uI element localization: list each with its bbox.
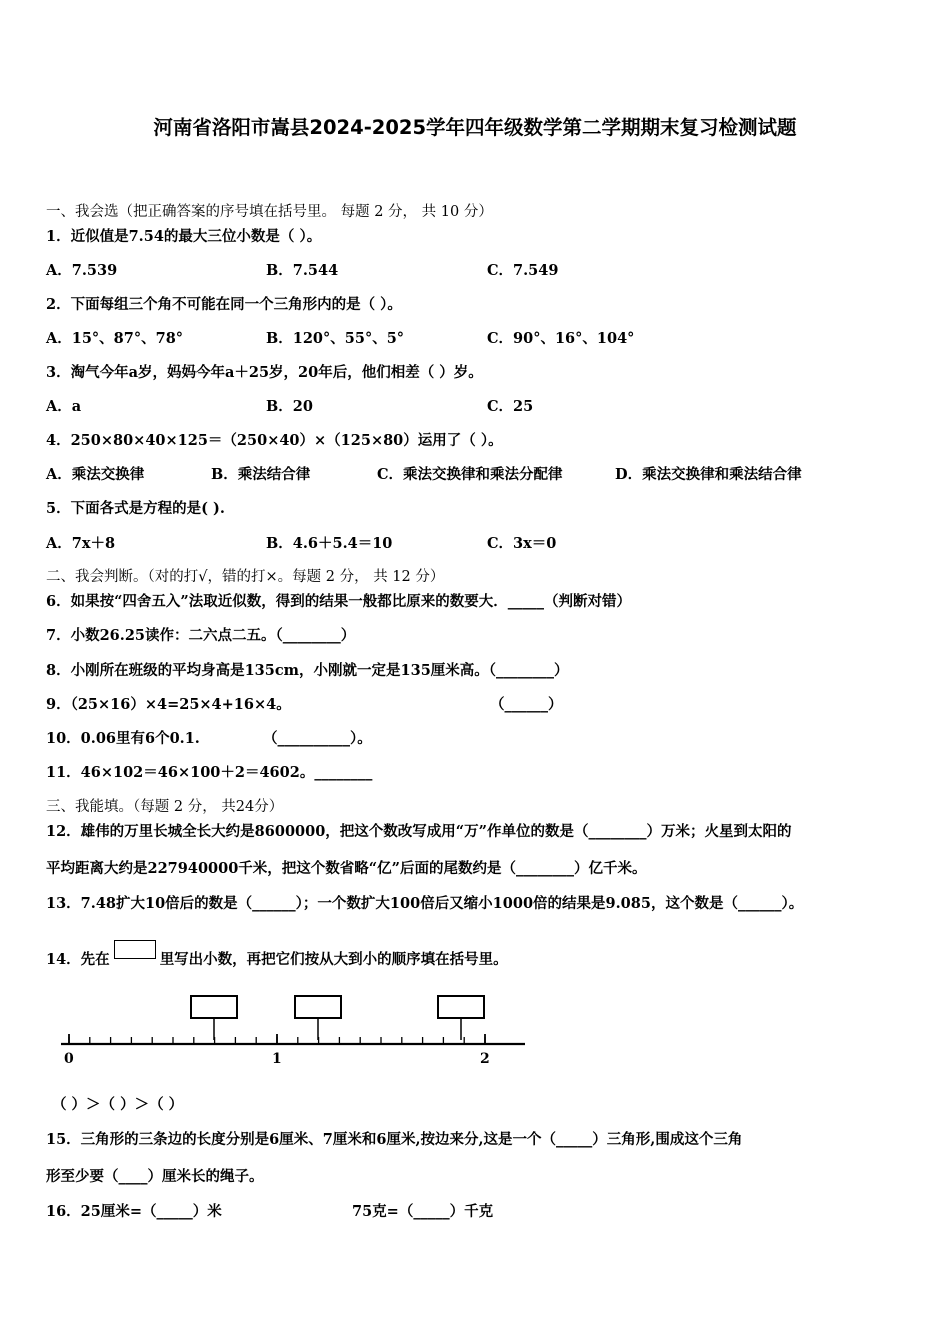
section-heading-2: 二、我会判断。（对的打√，错的打×。每题 2 分， 共 12 分） (46, 569, 445, 585)
question-4: 4．250×80×40×125＝（250×40）×（125×80）运用了（ ）。 (46, 432, 503, 449)
question-16-part-2: 75克=（_____）千克 (352, 1203, 494, 1220)
question-13: 13．7.48扩大10倍后的数是（______）；一个数扩大100倍后又缩小1000倍的结果是9.085，这个数是（______）。 (46, 895, 804, 912)
q5-option-c: C．3x＝0 (487, 535, 557, 552)
question-6: 6．如果按“四舍五入”法取近似数，得到的结果一般都比原来的数要大．_____（判断对错） (46, 593, 632, 610)
question-14-prefix: 14．先在 (46, 951, 110, 968)
page-title: 河南省洛阳市嵩县2024-2025学年四年级数学第二学期期末复习检测试题 (153, 116, 797, 139)
question-15-line-2: 形至少要（____）厘米长的绳子。 (46, 1168, 264, 1185)
number-line-label-2: 2 (480, 1051, 490, 1067)
question-9-answer-blank: （______） (490, 696, 563, 713)
q1-option-a: A．7.539 (46, 262, 118, 279)
answer-box-icon (114, 940, 156, 959)
q5-option-a: A．7x＋8 (46, 535, 116, 552)
q4-option-d: D．乘法交换律和乘法结合律 (615, 466, 802, 483)
number-line-arrows (214, 1018, 461, 1040)
number-line (55, 990, 535, 1070)
number-line-label-1: 1 (272, 1051, 282, 1067)
number-line-label-0: 0 (64, 1051, 74, 1067)
question-12-line-1: 12．雄伟的万里长城全长大约是8600000，把这个数改写成用“万”作单位的数是（________）万米；火星到太阳的 (46, 823, 792, 840)
question-12-line-2: 平均距离大约是227940000千米，把这个数省略“亿”后面的尾数约是（________）亿千米。 (46, 860, 647, 877)
question-16-part-1: 16．25厘米=（_____）米 (46, 1203, 222, 1220)
question-14-answer: （ ）＞（ ）＞（ ） (52, 1096, 184, 1113)
question-3: 3．淘气今年a岁，妈妈今年a＋25岁，20年后，他们相差（ ）岁。 (46, 364, 483, 381)
q2-option-b: B．120°、55°、5° (266, 330, 405, 347)
question-15-line-1: 15．三角形的三条边的长度分别是6厘米、7厘米和6厘米,按边来分,这是一个（_____）三角形,围成这个三角 (46, 1131, 743, 1148)
q3-option-c: C．25 (487, 398, 534, 415)
question-10-answer-blank: （__________）。 (263, 730, 372, 747)
question-5: 5．下面各式是方程的是( ). (46, 500, 225, 517)
question-8: 8．小刚所在班级的平均身高是135cm，小刚就一定是135厘米高。（________） (46, 662, 569, 679)
question-11: 11．46×102＝46×100＋2＝4602。________ (46, 764, 373, 781)
number-line-boxes (191, 996, 484, 1018)
question-14 (46, 940, 508, 970)
q4-option-c: C．乘法交换律和乘法分配律 (377, 466, 563, 483)
q1-option-c: C．7.549 (487, 262, 559, 279)
q4-option-a: A．乘法交换律 (46, 466, 145, 483)
section-heading-3: 三、我能填。（每题 2 分， 共24分） (46, 799, 284, 815)
q2-option-a: A．15°、87°、78° (46, 330, 184, 347)
q1-option-b: B．7.544 (266, 262, 339, 279)
q5-option-b: B．4.6＋5.4＝10 (266, 535, 393, 552)
section-heading-1: 一、我会选（把正确答案的序号填在括号里。 每题 2 分， 共 10 分） (46, 204, 493, 220)
question-9: 9．（25×16）×4=25×4+16×4。 (46, 696, 291, 713)
q2-option-c: C．90°、16°、104° (487, 330, 635, 347)
q4-option-b: B．乘法结合律 (211, 466, 311, 483)
q3-option-b: B．20 (266, 398, 313, 415)
question-2: 2．下面每组三个角不可能在同一个三角形内的是（ ）。 (46, 296, 402, 313)
question-10: 10．0.06里有6个0.1. (46, 730, 200, 747)
q3-option-a: A．a (46, 398, 82, 415)
question-1: 1．近似值是7.54的最大三位小数是（ ）。 (46, 228, 322, 245)
question-7: 7．小数26.25读作：二六点二五。（________） (46, 627, 356, 644)
question-14-suffix: 里写出小数，再把它们按从大到小的顺序填在括号里。 (159, 951, 508, 968)
